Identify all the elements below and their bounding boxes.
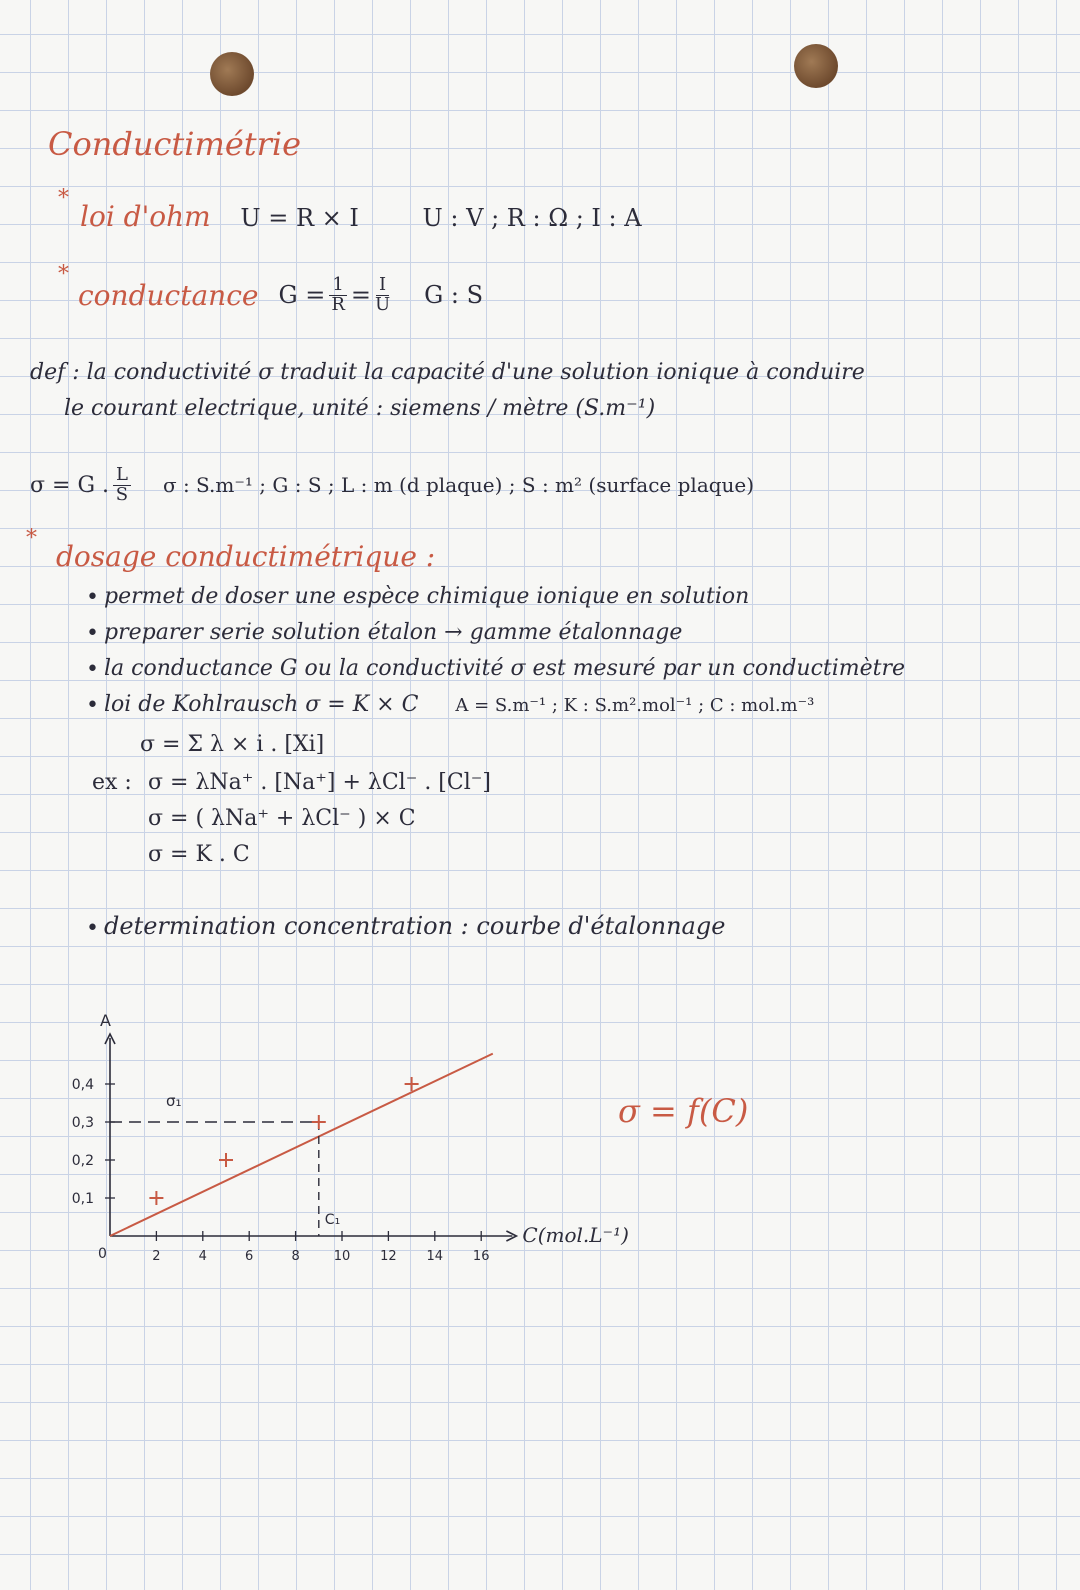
y-tick-label: 0,1 [71,1191,94,1207]
binder-hole-left [210,52,254,96]
y-tick-label: 0,3 [71,1115,94,1131]
x-tick-label: 10 [333,1249,351,1264]
data-point-cross [219,1153,233,1167]
frac-denominator: R [331,293,345,315]
star-icon: * [58,262,69,287]
y-axis-label: A [100,1011,111,1030]
dosage-heading: dosage conductimétrique : [56,540,436,573]
bullet-icon: • [86,916,99,941]
x-axis-label: C(mol.L⁻¹) [522,1223,629,1247]
sum-equation: σ = Σ λ × i . [Xi] [140,732,325,757]
ohm-formula: U = R × I [240,204,359,232]
calibration-chart [40,980,720,1280]
bullet-icon: • [86,621,99,646]
reading-y-label: σ₁ [166,1092,182,1110]
frac-denominator: U [374,293,391,315]
star-icon: * [58,186,69,211]
frac-numerator: L [113,466,131,486]
x-tick-label: 6 [245,1249,254,1264]
bullet-icon: • [86,585,99,610]
x-tick-label: 14 [426,1249,444,1264]
dosage-bullet-4 [104,692,814,717]
data-point-cross [149,1191,163,1205]
relation-label: σ = f(C) [618,1092,749,1130]
sigma-units: σ : S.m⁻¹ ; G : S ; L : m (d plaque) ; S : m² (surface plaque) [162,473,755,498]
origin-label: 0 [98,1246,107,1262]
definition-line-2: le courant electrique, unité : siemens / mètre (S.m⁻¹) [64,396,656,421]
x-tick-label: 2 [152,1249,161,1264]
dosage-bullet-2: preparer serie solution étalon → gamme étalonnage [104,620,683,645]
fraction-l-over-s [113,466,131,505]
example-label: ex : [92,770,132,795]
dosage-bullet-1: permet de doser une espèce chimique ionique en solution [104,584,750,609]
sigma-line [30,466,754,505]
ohm-units: U : V ; R : Ω ; I : A [422,204,642,232]
frac-numerator: 1 [329,276,346,296]
x-tick-label: 16 [472,1249,490,1264]
y-tick-label: 0,4 [71,1077,94,1093]
example-equation-3: σ = K . C [148,842,250,867]
calibration-line [110,1054,493,1236]
conductance-g-eq: G = [278,281,326,310]
kohlrausch-units: A = S.m⁻¹ ; K : S.m².mol⁻¹ ; C : mol.m⁻³ [455,695,815,716]
star-icon: * [26,526,37,551]
conductance-units: G : S [424,281,484,310]
page-title: Conductimétrie [48,125,302,163]
conductance-eq2: = [350,281,371,310]
fraction-one-over-r [329,276,346,315]
x-tick-label: 8 [291,1249,300,1264]
y-tick-label: 0,2 [71,1153,94,1169]
fraction-i-over-u [375,276,390,315]
frac-numerator: I [376,276,389,296]
conductance-label: conductance [78,278,259,312]
binder-hole-right [794,44,838,88]
conductance-line [78,276,483,315]
data-point-cross [312,1115,326,1129]
bullet-icon: • [86,657,99,682]
dosage-bullet-5: determination concentration : courbe d'étalonnage [104,912,726,940]
bullet-icon: • [86,693,99,718]
ohm-label: loi d'ohm [80,200,211,233]
x-tick-label: 4 [198,1249,207,1264]
sigma-lhs: σ = G . [30,472,109,498]
ohm-line [80,200,642,233]
reading-x-label: C₁ [324,1212,341,1228]
kohlrausch-law: loi de Kohlrausch σ = K × C [104,692,419,717]
example-equation-2: σ = ( λNa⁺ + λCl⁻ ) × C [148,806,416,831]
frac-denominator: S [115,483,129,505]
x-tick-label: 12 [380,1249,397,1264]
chart-axes [72,1011,629,1264]
dosage-bullet-3: la conductance G ou la conductivité σ est mesuré par un conductimètre [104,656,906,681]
example-equation-1: σ = λNa⁺ . [Na⁺] + λCl⁻ . [Cl⁻] [148,770,491,795]
definition-line-1: def : la conductivité σ traduit la capacité d'une solution ionique à conduire [30,360,865,385]
